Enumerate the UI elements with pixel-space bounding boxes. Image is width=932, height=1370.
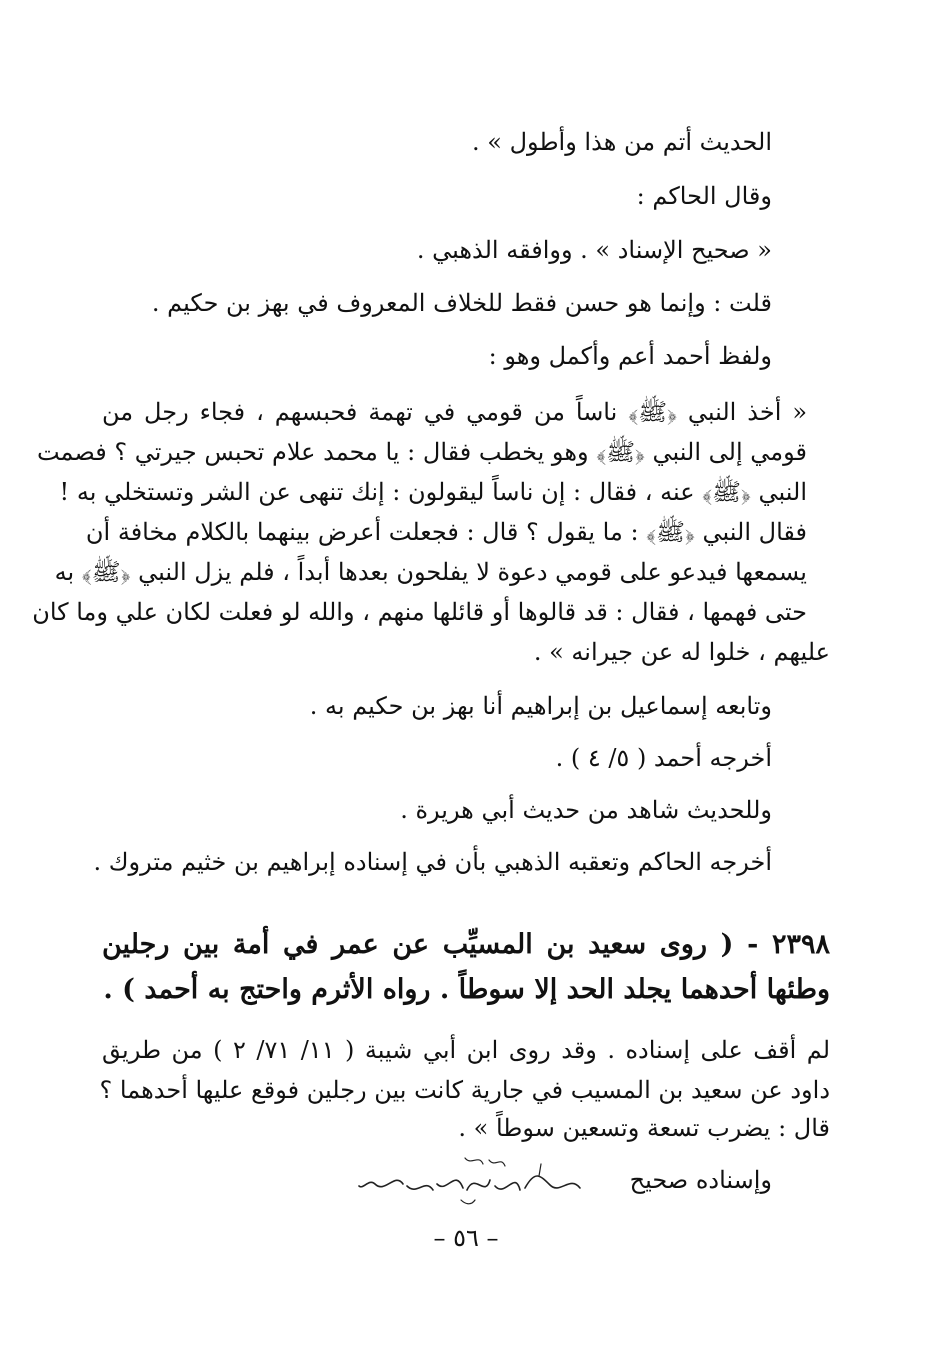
text-line: قال : يضرب تسعة وتسعين سوطاً » .: [458, 1114, 830, 1142]
hadith-heading: ٢٣٩٨ - ( روى سعيد بن المسيِّب عن عمر في أمة بين رجلين: [102, 929, 830, 960]
text-line: « صحيح الإسناد » . ووافقه الذهبي .: [416, 236, 772, 264]
text-line: وإسناده صحيح: [629, 1166, 772, 1194]
text-line: وقال الحاكم :: [636, 182, 772, 210]
quote-line: « أخذ النبي ﴿ﷺ﴾ ناساً من قومي في تهمة فحبسهم ، فجاء رجل من: [102, 398, 807, 426]
quote-line: عليهم ، خلوا له عن جيرانه » .: [533, 638, 830, 666]
quote-line: قومي إلى النبي ﴿ﷺ﴾ وهو يخطب فقال : يا محمد علام تحبس جيرتي ؟ فصمت: [36, 438, 807, 466]
text-line: وتابعه إسماعيل بن إبراهيم أنا بهز بن حكيم به .: [309, 692, 772, 720]
quote-line: يسمعها فيدعو على قومي دعوة لا يفلحون بعدها أبداً ، فلم يزل النبي ﴿ﷺ﴾ به: [54, 558, 807, 586]
hadith-heading: وطئها أحدهما يجلد الحد إلا سوطاً . رواه الأثرم واحتج به أحمد ) .: [103, 974, 830, 1005]
text-line: أخرجه أحمد ( ٥/ ٤ ) .: [555, 744, 772, 772]
text-line: ولفظ أحمد أعم وأكمل وهو :: [488, 342, 772, 370]
handwritten-annotation: [355, 1150, 590, 1210]
text-line: الحديث أتم من هذا وأطول » .: [472, 128, 772, 156]
text-line: داود عن سعيد بن المسيب في جارية كانت بين رجلين فوقع عليها أحدهما ؟: [99, 1076, 830, 1104]
quote-line: النبي ﴿ﷺ﴾ عنه ، فقال : إن ناساً ليقولون : إنك تنهى عن الشر وتستخلي به !: [59, 478, 807, 506]
quote-line: فقال النبي ﴿ﷺ﴾ : ما يقول ؟ قال : فجعلت أعرض بينهما بالكلام مخافة أن: [85, 518, 807, 546]
text-line: وللحديث شاهد من حديث أبي هريرة .: [400, 796, 772, 824]
text-line: قلت : وإنما هو حسن فقط للخلاف المعروف في بهز بن حكيم .: [151, 289, 772, 317]
text-line: أخرجه الحاكم وتعقبه الذهبي بأن في إسناده إبراهيم بن خثيم متروك .: [93, 848, 772, 876]
page-number: – ٥٦ –: [433, 1224, 499, 1252]
quote-line: حتى فهمها ، فقال : قد قالوها أو قائلها منهم ، والله لو فعلت لكان علي وما كان: [32, 598, 807, 626]
text-line: لم أقف على إسناده . وقد روى ابن أبي شيبة ( ١١/ ٧١/ ٢ ) من طريق: [102, 1036, 831, 1064]
